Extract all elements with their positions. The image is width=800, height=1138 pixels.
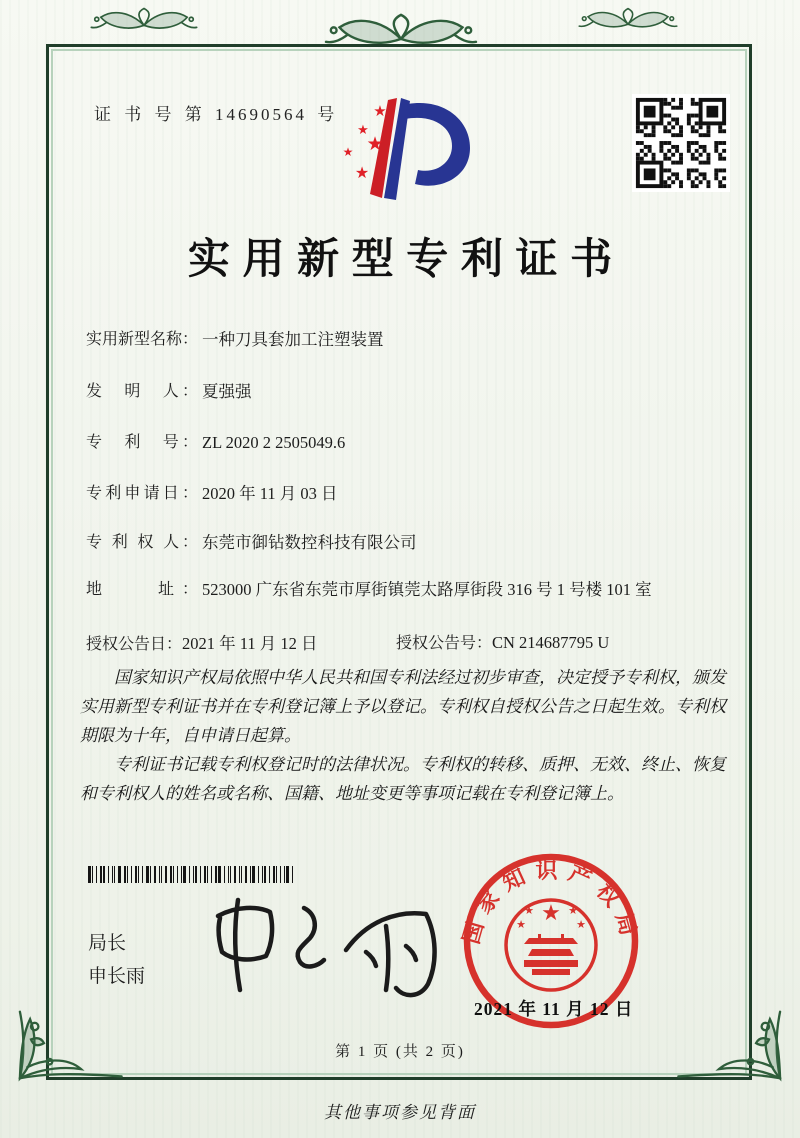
- field-row-patent-number: [86, 431, 734, 456]
- field-value: 夏强强: [202, 382, 252, 401]
- svg-text:★: ★: [576, 918, 586, 931]
- field-label: 地 址：: [86, 581, 198, 598]
- cnipa-logo: [318, 94, 482, 204]
- svg-text:★: ★: [354, 163, 370, 182]
- field-row-inventor: [86, 380, 734, 405]
- svg-text:★: ★: [342, 145, 354, 159]
- certificate-number: 证 书 号 第 14690564 号: [94, 105, 338, 124]
- field-label: 专利申请日：: [86, 485, 198, 502]
- national-emblem: [506, 900, 596, 990]
- top-right-flourish-ornament: [578, 2, 678, 44]
- svg-text:★: ★: [524, 904, 534, 917]
- legal-text-block: [80, 664, 728, 808]
- field-label: 实用新型名称：: [86, 331, 199, 348]
- svg-text:★: ★: [541, 901, 561, 926]
- commissioner-title: 局长: [88, 933, 127, 954]
- grant-no-label: 授权公告号：: [396, 635, 493, 652]
- svg-text:★: ★: [373, 102, 387, 120]
- svg-text:★: ★: [568, 904, 578, 917]
- seal-ring-text: 国家知识产权局: [458, 858, 644, 947]
- svg-text:★: ★: [357, 123, 369, 138]
- commissioner-signature: [200, 886, 450, 1011]
- field-label: 发 明 人：: [86, 383, 198, 400]
- grant-date-value: 2021 年 11 月 12 日: [182, 634, 318, 653]
- field-value: 2020 年 11 月 03 日: [202, 484, 338, 503]
- field-value: 一种刀具套加工注塑装置: [202, 330, 384, 349]
- field-row-patentee: [86, 531, 734, 556]
- field-row-filing-date: [86, 482, 734, 507]
- qr-code: [632, 94, 730, 192]
- field-row-grant: [86, 630, 734, 654]
- field-row-address: [86, 578, 734, 603]
- svg-text:★: ★: [516, 918, 526, 931]
- field-label: 专 利 权 人：: [86, 534, 198, 551]
- barcode: [88, 866, 296, 883]
- certificate-title: 实用新型专利证书: [187, 237, 625, 283]
- grant-no-value: CN 214687795 U: [492, 633, 610, 652]
- field-label: 专 利 号：: [86, 434, 198, 451]
- page-number: 第 1 页 (共 2 页): [335, 1044, 465, 1060]
- grant-date-label: 授权公告日：: [86, 636, 183, 653]
- footer-note: 其他事项参见背面: [324, 1103, 476, 1122]
- field-value: 523000 广东省东莞市厚街镇莞太路厚街段 316 号 1 号楼 101 室: [202, 580, 652, 599]
- field-value: ZL 2020 2 2505049.6: [202, 433, 346, 452]
- legal-paragraph: 专利证书记载专利权登记时的法律状况。专利权的转移、质押、无效、终止、恢复和专利权人的姓名或名称、国籍、地址变更等事项记载在专利登记簿上。: [80, 754, 726, 803]
- field-row-name: [86, 328, 734, 353]
- commissioner-name: 申长雨: [88, 966, 146, 987]
- legal-paragraph: 国家知识产权局依照中华人民共和国专利法经过初步审查，决定授予专利权，颁发实用新型专利证书并在专利登记簿上予以登记。专利权自授权公告之日起生效。专利权期限为十年，自申请日起算。: [80, 668, 726, 745]
- svg-text:★: ★: [366, 133, 384, 155]
- field-value: 东莞市御钻数控科技有限公司: [202, 533, 417, 552]
- top-left-flourish-ornament: [90, 2, 198, 46]
- seal-date: 2021 年 11 月 12 日: [474, 999, 634, 1019]
